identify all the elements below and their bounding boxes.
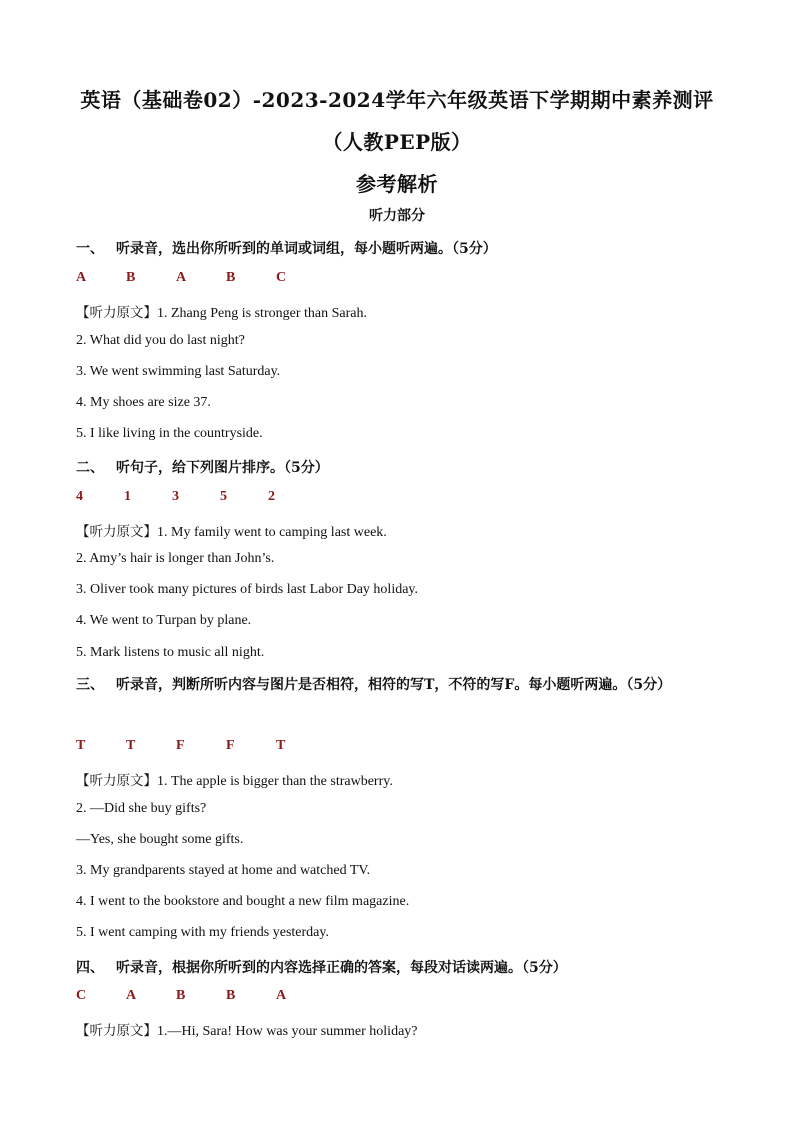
transcript-line: 【听力原文】1. My family went to camping last week. bbox=[76, 524, 387, 540]
answer: 2 bbox=[268, 489, 275, 504]
section-instruction: 听录音，根据你所听到的内容选择正确的答案，每段对话读两遍。（5分） bbox=[116, 960, 567, 976]
answer: C bbox=[76, 988, 87, 1003]
answer: A bbox=[176, 270, 187, 285]
section-4-heading bbox=[76, 957, 567, 977]
section-number: 二、 bbox=[76, 460, 104, 476]
answer: T bbox=[276, 738, 286, 753]
answer: B bbox=[176, 988, 186, 1003]
answer: A bbox=[76, 270, 87, 285]
transcript-line: 4. My shoes are size 37. bbox=[76, 395, 211, 410]
section-1-answers bbox=[76, 270, 326, 286]
transcript-line: 2. —Did she buy gifts? bbox=[76, 801, 207, 816]
answer: B bbox=[226, 270, 236, 285]
transcript-line: 2. Amy’s hair is longer than John’s. bbox=[76, 551, 275, 566]
document-edition: （人教PEP版） bbox=[322, 130, 472, 154]
answer: F bbox=[226, 738, 235, 753]
answer: A bbox=[126, 988, 137, 1003]
answer: B bbox=[126, 270, 136, 285]
transcript-tag: 【听力原文】 bbox=[76, 1023, 157, 1039]
transcript-line: 3. Oliver took many pictures of birds last Labor Day holiday. bbox=[76, 582, 419, 597]
document-heading: 参考解析 bbox=[356, 172, 438, 196]
section-3-heading bbox=[76, 670, 726, 700]
section-instruction: 听句子，给下列图片排序。（5分） bbox=[116, 460, 329, 476]
answer: 3 bbox=[172, 489, 179, 504]
transcript-line: 5. I went camping with my friends yesterday. bbox=[76, 925, 329, 940]
section-number: 四、 bbox=[76, 960, 104, 976]
transcript-line: 3. We went swimming last Saturday. bbox=[76, 364, 281, 379]
section-instruction: 听录音，判断所听内容与图片是否相符，相符的写T，不符的写F。每小题听两遍。（5分） bbox=[116, 677, 672, 693]
transcript-line: 4. I went to the bookstore and bought a new film magazine. bbox=[76, 894, 410, 909]
transcript-line: 5. I like living in the countryside. bbox=[76, 426, 263, 441]
answer: 1 bbox=[124, 489, 131, 504]
transcript-line: 2. What did you do last night? bbox=[76, 333, 245, 348]
section-4-answers bbox=[76, 988, 326, 1004]
answer: B bbox=[226, 988, 236, 1003]
section-number: 三、 bbox=[76, 677, 104, 693]
section-2-heading bbox=[76, 457, 329, 477]
transcript-line: 【听力原文】1. The apple is bigger than the strawberry. bbox=[76, 773, 393, 789]
section-instruction: 听录音，选出你所听到的单词或词组，每小题听两遍。（5分） bbox=[116, 241, 497, 257]
transcript-line: 【听力原文】1. Zhang Peng is stronger than Sarah. bbox=[76, 305, 367, 321]
transcript-line: 4. We went to Turpan by plane. bbox=[76, 613, 252, 628]
answer: F bbox=[176, 738, 185, 753]
section-1-heading bbox=[76, 238, 497, 258]
document-title: 英语（基础卷02）-2023-2024学年六年级英语下学期期中素养测评 bbox=[80, 88, 714, 112]
transcript-line: 5. Mark listens to music all night. bbox=[76, 645, 265, 660]
transcript-tag: 【听力原文】 bbox=[76, 524, 157, 540]
answer: 5 bbox=[220, 489, 227, 504]
transcript-line: —Yes, she bought some gifts. bbox=[76, 832, 244, 847]
transcript-tag: 【听力原文】 bbox=[76, 773, 157, 789]
answer: A bbox=[276, 988, 287, 1003]
answer: T bbox=[76, 738, 86, 753]
answer: T bbox=[126, 738, 136, 753]
part-heading: 听力部分 bbox=[369, 208, 425, 224]
transcript-line: 【听力原文】1.—Hi, Sara! How was your summer holiday? bbox=[76, 1023, 418, 1039]
answer: C bbox=[276, 270, 287, 285]
section-3-answers bbox=[76, 738, 326, 754]
answer: 4 bbox=[76, 489, 83, 504]
transcript-tag: 【听力原文】 bbox=[76, 305, 157, 321]
transcript-line: 3. My grandparents stayed at home and watched TV. bbox=[76, 863, 371, 878]
section-number: 一、 bbox=[76, 241, 104, 257]
section-2-answers bbox=[76, 489, 316, 505]
